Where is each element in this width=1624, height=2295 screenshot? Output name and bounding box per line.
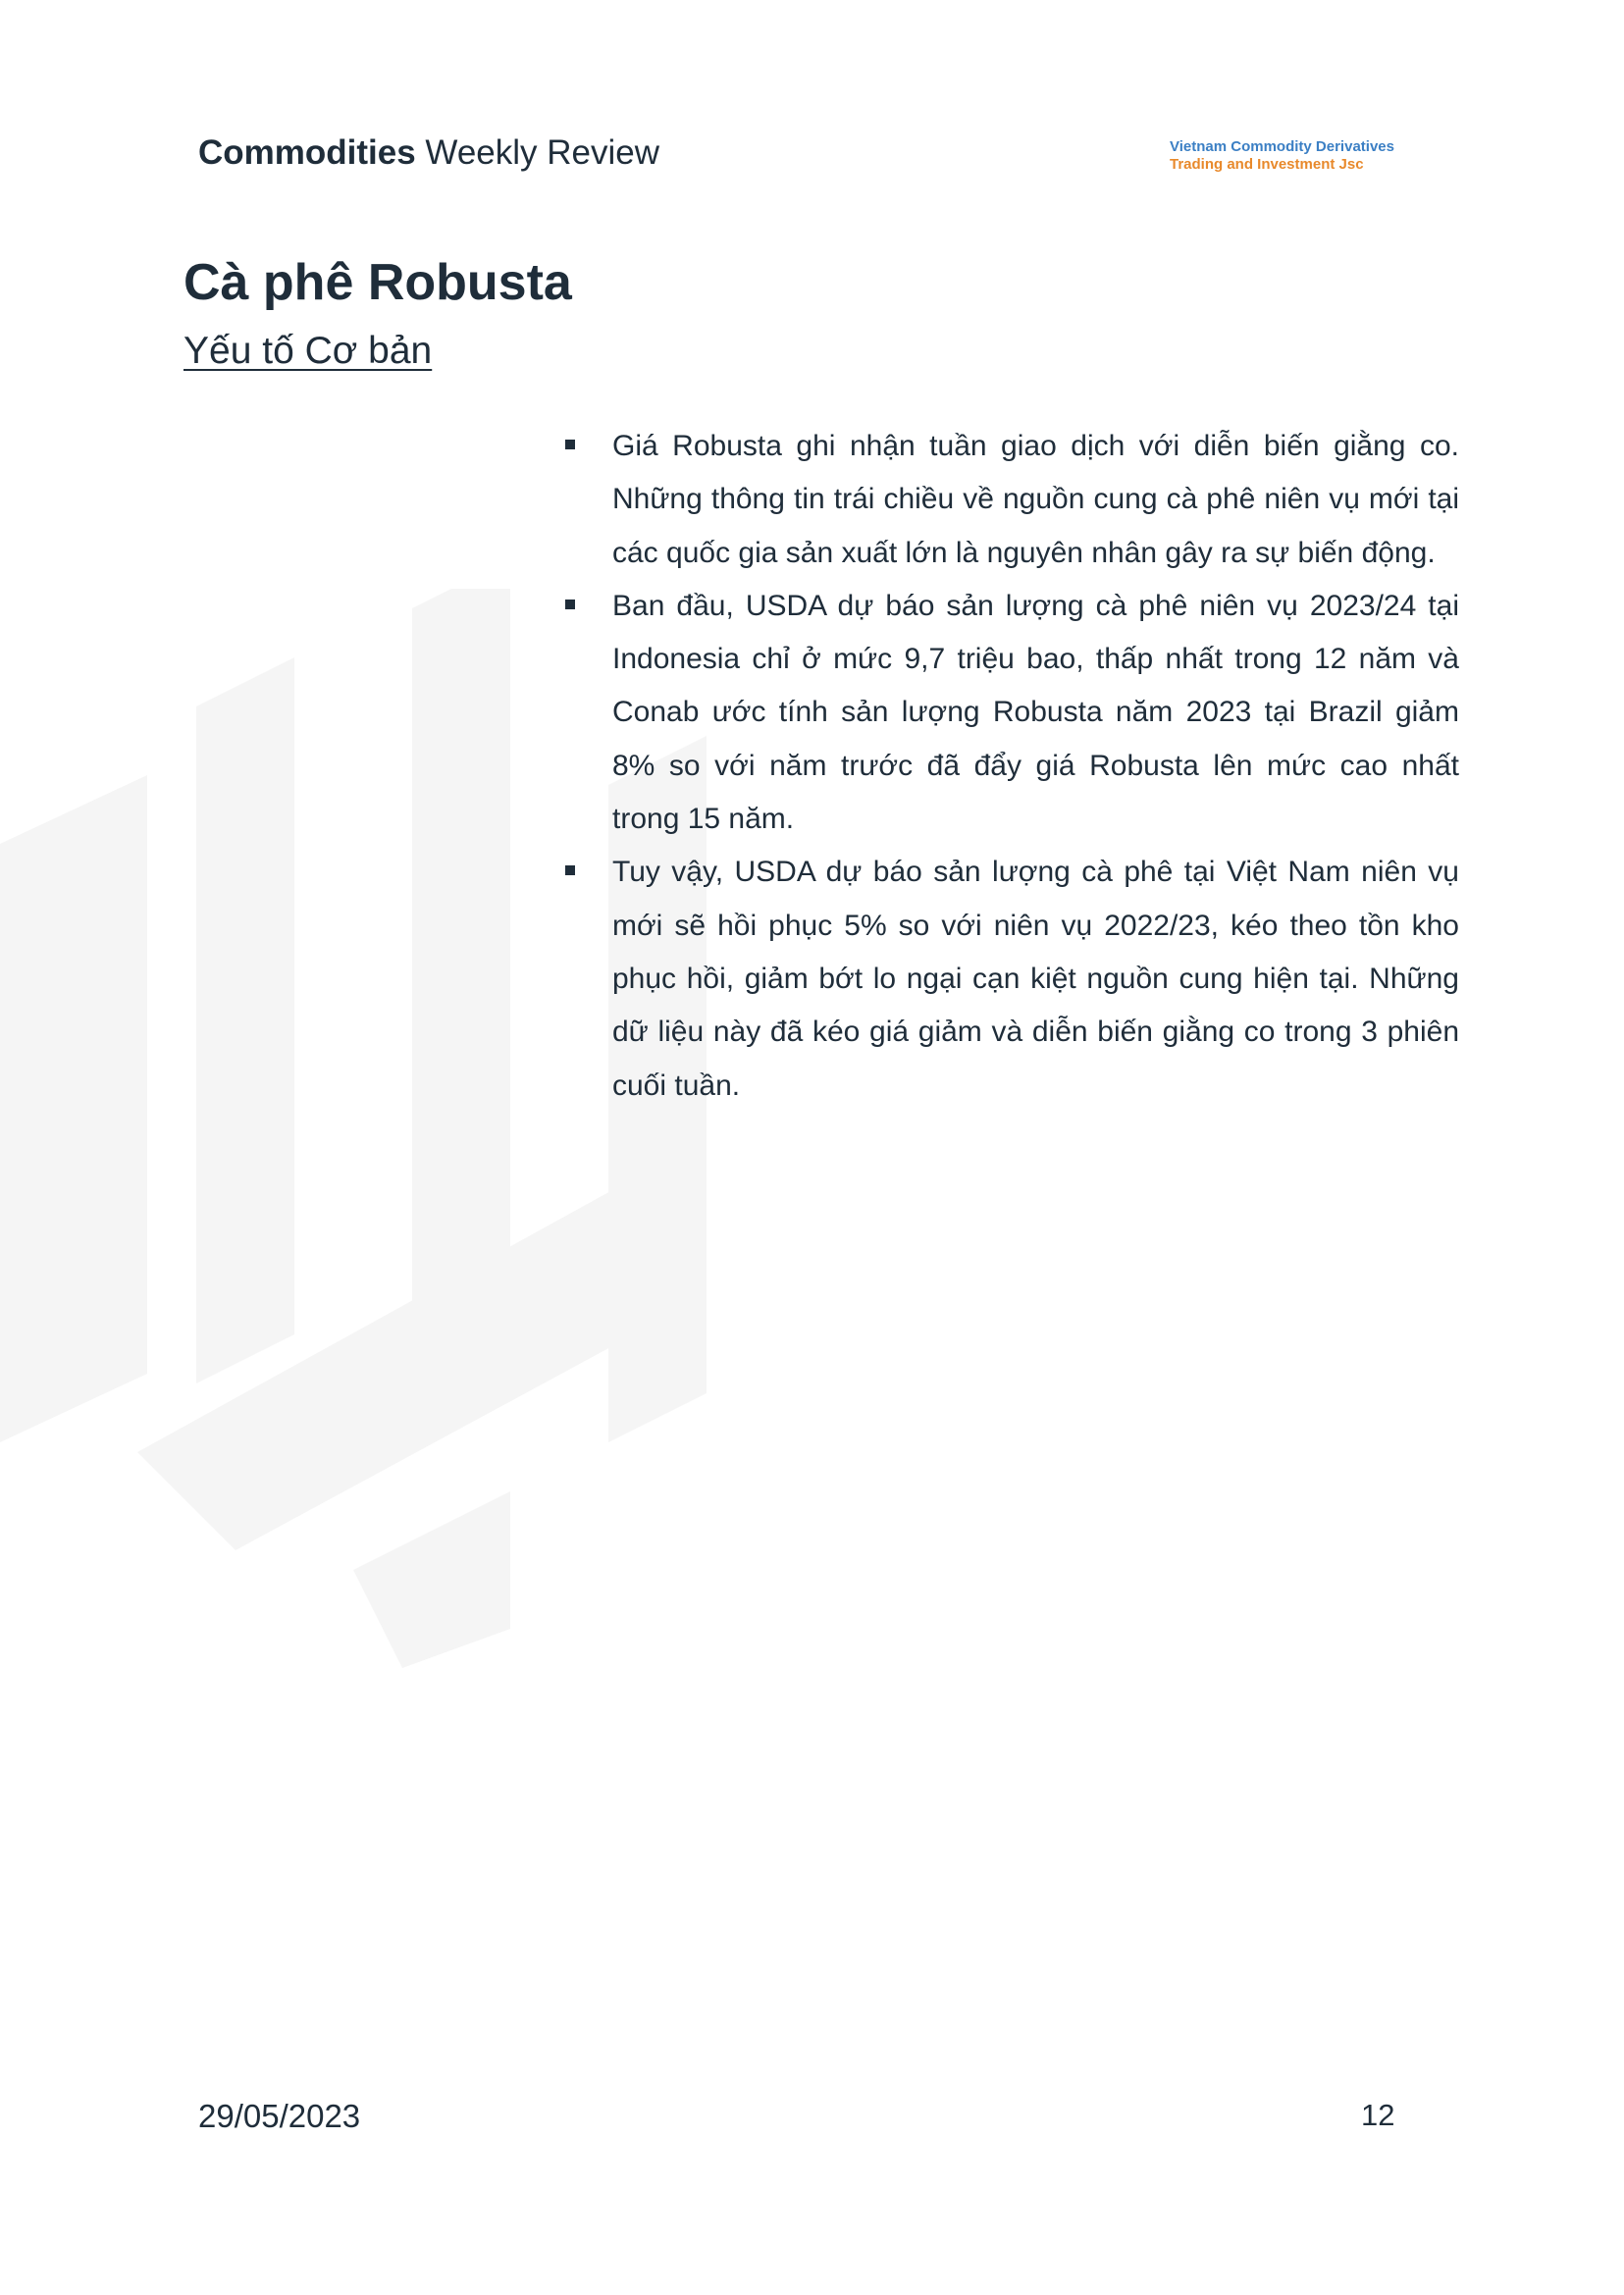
page-number: 12 (1361, 2098, 1395, 2132)
square-bullet-icon (565, 600, 575, 609)
bullet-item (560, 580, 1459, 846)
bullet-item (560, 846, 1459, 1112)
header-strong: Commodities (198, 133, 416, 172)
bullet-list (560, 420, 1459, 1113)
section-subtitle: Yếu tố Cơ bản (183, 330, 433, 372)
logo-line-1: Vietnam Commodity Derivatives (1170, 138, 1394, 155)
report-header (198, 133, 659, 173)
page-title: Cà phê Robusta (183, 254, 572, 311)
square-bullet-icon (565, 440, 575, 449)
bullet-text: Giá Robusta ghi nhận tuần giao dịch với diễn biến giằng co. Những thông tin trái chiều về nguồn cung cà phê niên vụ mới tại các quốc gia sản xuất lớn là nguyên nhân gây ra sự biến động. (612, 430, 1459, 569)
bullet-text: Ban đầu, USDA dự báo sản lượng cà phê niên vụ 2023/24 tại Indonesia chỉ ở mức 9,7 triệu bao, thấp nhất trong 12 năm và Conab ước tính sản lượng Robusta năm 2023 tại Brazil giảm 8% so với năm trước đã đẩy giá Robusta lên mức cao nhất trong 15 năm. (612, 589, 1459, 836)
bullet-item (560, 420, 1459, 580)
footer-date: 29/05/2023 (198, 2098, 361, 2134)
logo-line-2: Trading and Investment Jsc (1170, 156, 1364, 173)
company-logo (1170, 138, 1394, 174)
bullet-text: Tuy vậy, USDA dự báo sản lượng cà phê tại Việt Nam niên vụ mới sẽ hồi phục 5% so với niên vụ 2022/23, kéo theo tồn kho phục hồi, giảm bớt lo ngại cạn kiệt nguồn cung hiện tại. Những dữ liệu này đã kéo giá giảm và diễn biến giằng co trong 3 phiên cuối tuần. (612, 856, 1459, 1102)
square-bullet-icon (565, 865, 575, 875)
header-rest: Weekly Review (415, 133, 660, 172)
